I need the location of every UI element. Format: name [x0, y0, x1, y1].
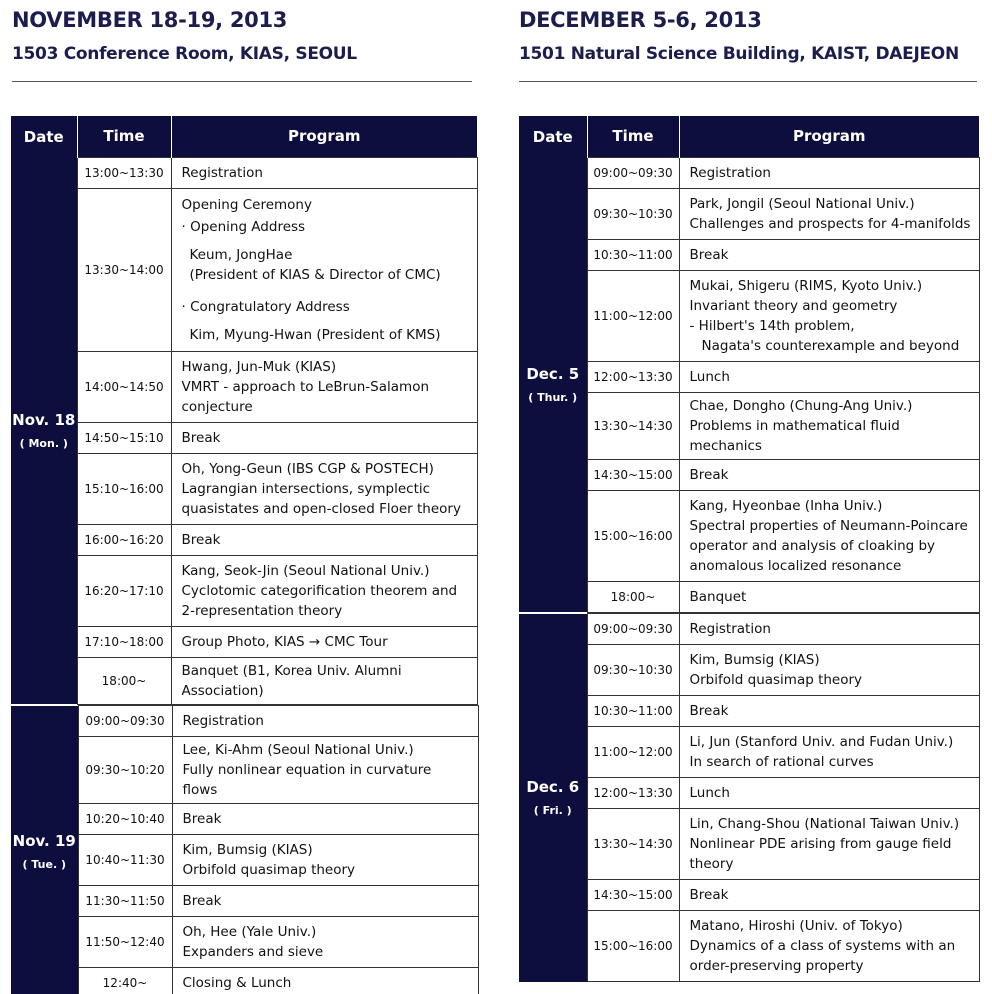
- time-cell: 14:30~15:00: [587, 459, 679, 490]
- ceremony-title: Opening Ceremony: [181, 196, 312, 213]
- time-cell: 15:10~16:00: [77, 453, 171, 524]
- time-cell: 11:00~12:00: [587, 270, 679, 361]
- program-cell: [679, 645, 979, 696]
- program-title: Break: [689, 703, 729, 719]
- program-detail: theory: [689, 856, 734, 872]
- time-cell: 18:00~: [587, 581, 679, 612]
- date-cell: [11, 706, 78, 994]
- time-cell: 13:30~14:00: [77, 188, 171, 351]
- time-cell: 09:00~09:30: [587, 157, 679, 188]
- time-cell: 09:00~09:30: [587, 614, 679, 645]
- program-title: Hwang, Jun-Muk (KIAS): [181, 358, 337, 375]
- program-cell: [171, 157, 477, 188]
- program-detail: Problems in mathematical fluid mechanics: [689, 417, 900, 454]
- left-event-venue: 1503 Conference Room, KIAS, SEOUL: [12, 44, 357, 64]
- weekday-label: ( Thur. ): [528, 390, 578, 404]
- program-cell: [679, 809, 979, 880]
- table-row: [519, 727, 979, 778]
- table-row: [11, 422, 477, 453]
- time-cell: 09:30~10:20: [78, 737, 172, 804]
- program-cell: [679, 911, 979, 982]
- table-row: [11, 453, 477, 524]
- table-row: [519, 188, 979, 239]
- program-title: Registration: [181, 164, 263, 181]
- time-cell: 12:40~: [78, 968, 172, 994]
- table-row: [11, 157, 477, 188]
- congratulatory-address-label: · Congratulatory Address: [181, 298, 350, 315]
- header-date: Date: [11, 116, 77, 157]
- table-row: [519, 581, 979, 612]
- program-cell: [171, 188, 477, 351]
- time-cell: 10:40~11:30: [78, 835, 172, 886]
- program-detail: Cyclotomic categorification theorem and: [181, 582, 458, 599]
- program-cell: [172, 968, 478, 994]
- program-title: Registration: [182, 713, 264, 729]
- program-cell: [171, 626, 477, 657]
- table-row: [519, 392, 979, 459]
- header-program: Program: [171, 116, 477, 157]
- table-row: [519, 645, 979, 696]
- program-title: Break: [689, 246, 729, 263]
- header-row: [519, 116, 979, 157]
- table-row: [11, 917, 478, 968]
- program-title: Banquet: [689, 588, 747, 605]
- table-row: [519, 614, 979, 645]
- program-title: Park, Jongil (Seoul National Univ.): [689, 195, 915, 212]
- right-heading: [519, 8, 959, 64]
- program-detail: operator and analysis of cloaking by: [689, 537, 936, 554]
- program-title: Break: [689, 466, 729, 483]
- program-title: Oh, Hee (Yale Univ.): [182, 924, 317, 940]
- program-cell: [679, 188, 979, 239]
- program-cell: [679, 459, 979, 490]
- program-detail: In search of rational curves: [689, 754, 874, 770]
- program-cell: [172, 804, 478, 835]
- program-detail: Dynamics of a class of systems with an: [689, 938, 956, 954]
- program-title: Registration: [689, 621, 771, 637]
- program-detail: conjecture: [181, 398, 253, 415]
- table-row: [519, 239, 979, 270]
- header-program: Program: [679, 116, 979, 157]
- program-cell: [171, 453, 477, 524]
- table-row: [519, 270, 979, 361]
- time-cell: 10:30~11:00: [587, 239, 679, 270]
- table-row: [519, 361, 979, 392]
- weekday-label: ( Fri. ): [533, 803, 572, 817]
- time-cell: 16:20~17:10: [77, 555, 171, 626]
- time-cell: 13:30~14:30: [587, 809, 679, 880]
- program-cell: [172, 706, 478, 737]
- program-detail: Spectral properties of Neumann-Poincare: [689, 517, 968, 534]
- program-cell: [171, 555, 477, 626]
- table-row: [519, 459, 979, 490]
- program-detail: anomalous localized resonance: [689, 557, 902, 574]
- program-detail: VMRT - approach to LeBrun-Salamon: [181, 378, 430, 395]
- program-detail: Orbifold quasimap theory: [689, 672, 863, 688]
- table-body: [11, 157, 477, 704]
- table-row: [11, 968, 478, 994]
- table-header: [11, 116, 477, 157]
- table-row: [519, 696, 979, 727]
- program-cell: [172, 917, 478, 968]
- program-title: Break: [182, 893, 222, 909]
- opening-address-label: · Opening Address: [181, 218, 306, 235]
- program-cell: [171, 351, 477, 422]
- table-row: [11, 555, 477, 626]
- left-event-dates: NOVEMBER 18-19, 2013: [12, 8, 288, 32]
- program-title: Oh, Yong-Geun (IBS CGP & POSTECH): [181, 460, 434, 477]
- header-time: Time: [587, 116, 679, 157]
- time-cell: 14:30~15:00: [587, 880, 679, 911]
- schedule-table-dec6: [519, 613, 980, 982]
- program-cell: [679, 270, 979, 361]
- program-cell: [171, 524, 477, 555]
- program-title: Break: [181, 429, 221, 446]
- date-label: Dec. 5: [526, 364, 580, 383]
- program-cell: [679, 614, 979, 645]
- time-cell: 13:30~14:30: [587, 392, 679, 459]
- time-cell: 11:00~12:00: [587, 727, 679, 778]
- weekday-label: ( Mon. ): [19, 436, 68, 450]
- program-title: Break: [181, 531, 221, 548]
- program-cell: [679, 778, 979, 809]
- congratulatory-address-speaker: Kim, Myung-Hwan (President of KMS): [189, 326, 441, 343]
- program-title: Break: [689, 887, 729, 903]
- program-detail: Invariant theory and geometry: [689, 297, 898, 314]
- table-row: [519, 880, 979, 911]
- table-row: [519, 911, 979, 982]
- date-cell: [519, 157, 587, 612]
- table-row: [11, 188, 477, 351]
- time-cell: 15:00~16:00: [587, 490, 679, 581]
- program-cell: [679, 490, 979, 581]
- program-title: Lin, Chang-Shou (National Taiwan Univ.): [689, 816, 960, 832]
- time-cell: 09:30~10:30: [587, 188, 679, 239]
- table-row: [11, 737, 478, 804]
- time-cell: 18:00~: [77, 657, 171, 704]
- time-cell: 10:20~10:40: [78, 804, 172, 835]
- program-title: Li, Jun (Stanford Univ. and Fudan Univ.): [689, 734, 954, 750]
- right-event-dates: DECEMBER 5-6, 2013: [519, 8, 762, 32]
- program-title: Kang, Hyeonbae (Inha Univ.): [689, 497, 883, 514]
- table-body: [519, 157, 979, 612]
- program-cell: [171, 422, 477, 453]
- program-cell: [679, 239, 979, 270]
- header-time: Time: [77, 116, 171, 157]
- date-cell: [11, 157, 77, 704]
- header-date: Date: [519, 116, 587, 157]
- program-detail: Orbifold quasimap theory: [182, 862, 356, 878]
- table-row: [519, 809, 979, 880]
- right-event-venue: 1501 Natural Science Building, KAIST, DAEJEON: [519, 44, 959, 64]
- date-label: Nov. 18: [12, 410, 76, 429]
- schedule-table-nov18: [11, 116, 478, 705]
- time-cell: 12:00~13:30: [587, 361, 679, 392]
- time-cell: 16:00~16:20: [77, 524, 171, 555]
- table-row: [519, 490, 979, 581]
- date-cell: [519, 614, 587, 982]
- time-cell: 11:50~12:40: [78, 917, 172, 968]
- header-row: [11, 116, 477, 157]
- program-detail: order-preserving property: [689, 958, 864, 974]
- table-row: [11, 706, 478, 737]
- program-detail: Lagrangian intersections, symplectic: [181, 480, 431, 497]
- table-row: [11, 804, 478, 835]
- opening-address-role: (President of KIAS & Director of CMC): [189, 266, 441, 283]
- program-cell: [679, 392, 979, 459]
- program-cell: [172, 886, 478, 917]
- program-cell: [679, 880, 979, 911]
- table-row: [519, 778, 979, 809]
- program-title: Banquet (B1, Korea Univ. Alumni Association): [181, 662, 402, 699]
- table-row: [11, 835, 478, 886]
- program-detail: Expanders and sieve: [182, 944, 324, 960]
- time-cell: 15:00~16:00: [587, 911, 679, 982]
- program-cell: [172, 737, 478, 804]
- program-title: Closing & Lunch: [182, 975, 292, 991]
- left-divider: [12, 81, 472, 82]
- table-row: [11, 351, 477, 422]
- schedule-table-dec5: [519, 116, 980, 613]
- program-detail: - Hilbert's 14th problem,: [689, 317, 855, 334]
- program-cell: [679, 361, 979, 392]
- opening-address-speaker: Keum, JongHae: [189, 246, 293, 263]
- table-row: [11, 626, 477, 657]
- time-cell: 09:00~09:30: [78, 706, 172, 737]
- program-detail: Nonlinear PDE arising from gauge field: [689, 836, 952, 852]
- program-cell: [172, 835, 478, 886]
- program-title: Lunch: [689, 368, 730, 385]
- program-title: Registration: [689, 164, 771, 181]
- table-row: [519, 157, 979, 188]
- time-cell: 09:30~10:30: [587, 645, 679, 696]
- program-detail: Challenges and prospects for 4-manifolds: [689, 215, 971, 232]
- table-row: [11, 657, 477, 704]
- program-title: Kim, Bumsig (KIAS): [182, 842, 313, 858]
- time-cell: 12:00~13:30: [587, 778, 679, 809]
- program-title: Lee, Ki-Ahm (Seoul National Univ.): [182, 742, 414, 758]
- table-row: [11, 886, 478, 917]
- program-detail: quasistates and open-closed Floer theory: [181, 500, 461, 517]
- program-detail: Nagata's counterexample and beyond: [701, 337, 960, 354]
- program-title: Break: [182, 811, 222, 827]
- program-cell: [679, 696, 979, 727]
- table-body: [11, 706, 478, 994]
- program-title: Lunch: [689, 785, 730, 801]
- table-body: [519, 614, 979, 982]
- weekday-label: ( Tue. ): [22, 858, 66, 871]
- program-title: Kang, Seok-Jin (Seoul National Univ.): [181, 562, 430, 579]
- time-cell: 14:50~15:10: [77, 422, 171, 453]
- program-title: Chae, Dongho (Chung-Ang Univ.): [689, 397, 913, 414]
- time-cell: 10:30~11:00: [587, 696, 679, 727]
- date-label: Nov. 19: [12, 832, 76, 850]
- program-title: Kim, Bumsig (KIAS): [689, 652, 820, 668]
- program-detail: 2-representation theory: [181, 602, 343, 619]
- date-label: Dec. 6: [526, 777, 580, 796]
- table-header: [519, 116, 979, 157]
- program-title: Group Photo, KIAS → CMC Tour: [181, 633, 388, 650]
- program-title: Matano, Hiroshi (Univ. of Tokyo): [689, 918, 903, 934]
- program-cell: [679, 727, 979, 778]
- schedule-table-nov19: [11, 705, 479, 994]
- time-cell: 14:00~14:50: [77, 351, 171, 422]
- program-title: Mukai, Shigeru (RIMS, Kyoto Univ.): [689, 277, 923, 294]
- table-row: [11, 524, 477, 555]
- program-cell: [171, 657, 477, 704]
- right-divider: [519, 81, 977, 82]
- program-cell: [679, 581, 979, 612]
- time-cell: 11:30~11:50: [78, 886, 172, 917]
- time-cell: 17:10~18:00: [77, 626, 171, 657]
- left-heading: [12, 8, 357, 64]
- program-detail: Fully nonlinear equation in curvature flows: [182, 762, 432, 798]
- time-cell: 13:00~13:30: [77, 157, 171, 188]
- program-cell: [679, 157, 979, 188]
